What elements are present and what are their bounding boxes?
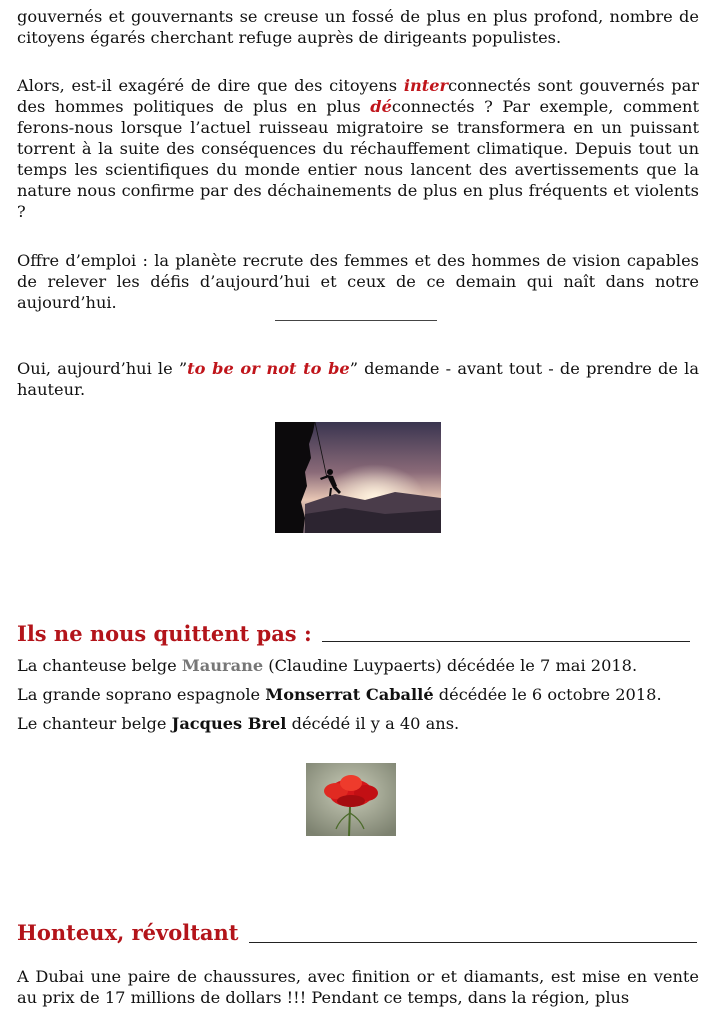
paragraph-dubai: A Dubai une paire de chaussures, avec finition or et diamants, est mise en vente au prix de 17 millions de dollars !!! Pendant ce temps, dans la région, plus [17,967,699,1007]
paragraph-1: gouvernés et gouvernants se creuse un fossé de plus en plus profond, nombre de citoyens égarés cherchant refuge auprès de dirigeants populistes. [17,7,699,47]
paragraph-2-text: connectés ? Par exemple, comment ferons-nous lorsque l’actuel ruisseau migratoire se transformera en un puissant torrent à la suite des conséquences du réchauffement climatique. Depuis tout un temps les scientifiques du monde entier nous lancent des avertissements que la nature nous confirme par des déchainements de plus en plus fréquents et violents ? [17,97,699,221]
paragraph-4-text: ” demande - avant tout - de prendre de la hauteur. [17,359,699,399]
tribute-line-3 [17,713,459,734]
red-rose-svg [306,763,396,836]
paragraph-2-text: connectés sont gouvernés par des hommes politiques de plus en plus [17,76,700,116]
tribute-text: La chanteuse belge [17,656,182,675]
emphasis-de: dé [370,97,392,116]
section-title-underline [322,641,690,642]
tribute-text: décédé il y a 40 ans. [286,714,460,733]
section-title-honteux-revoltant: Honteux, révoltant [17,920,239,945]
tribute-name-caballe: Monserrat Caballé [265,685,434,704]
section-title-ils-ne-nous-quittent-pas: Ils ne nous quittent pas : [17,621,312,646]
paragraph-4 [17,358,699,400]
red-rose-image [306,763,396,836]
paragraph-4-text: Oui, aujourd’hui le ” [17,359,188,378]
paragraph-2-text: Alors, est-il exagéré de dire que des citoyens [17,76,404,95]
emphasis-to-be: to be or not to be [187,359,350,378]
tribute-text: (Claudine Luypaerts) décédée le 7 mai 2018. [263,656,638,675]
tribute-text: décédée le 6 octobre 2018. [433,685,662,704]
tribute-name-maurane: Maurane [181,656,264,675]
climber-silhouette-svg [275,422,441,533]
paragraph-2 [17,75,699,222]
tribute-name-brel: Jacques Brel [171,714,287,733]
paragraph-3: Offre d’emploi : la planète recrute des femmes et des hommes de vision capables de relever les défis d’aujourd’hui et ceux de ce demain qui naît dans notre aujourd’hui. [17,251,699,312]
section-title-underline [249,942,697,943]
tribute-line-2 [17,684,662,705]
separator-line [275,320,437,321]
tribute-text: Le chanteur belge [17,714,172,733]
climber-silhouette-image [275,422,441,533]
emphasis-inter: inter [403,76,449,95]
tribute-text: La grande soprano espagnole [17,685,266,704]
tribute-line-1 [17,655,637,676]
